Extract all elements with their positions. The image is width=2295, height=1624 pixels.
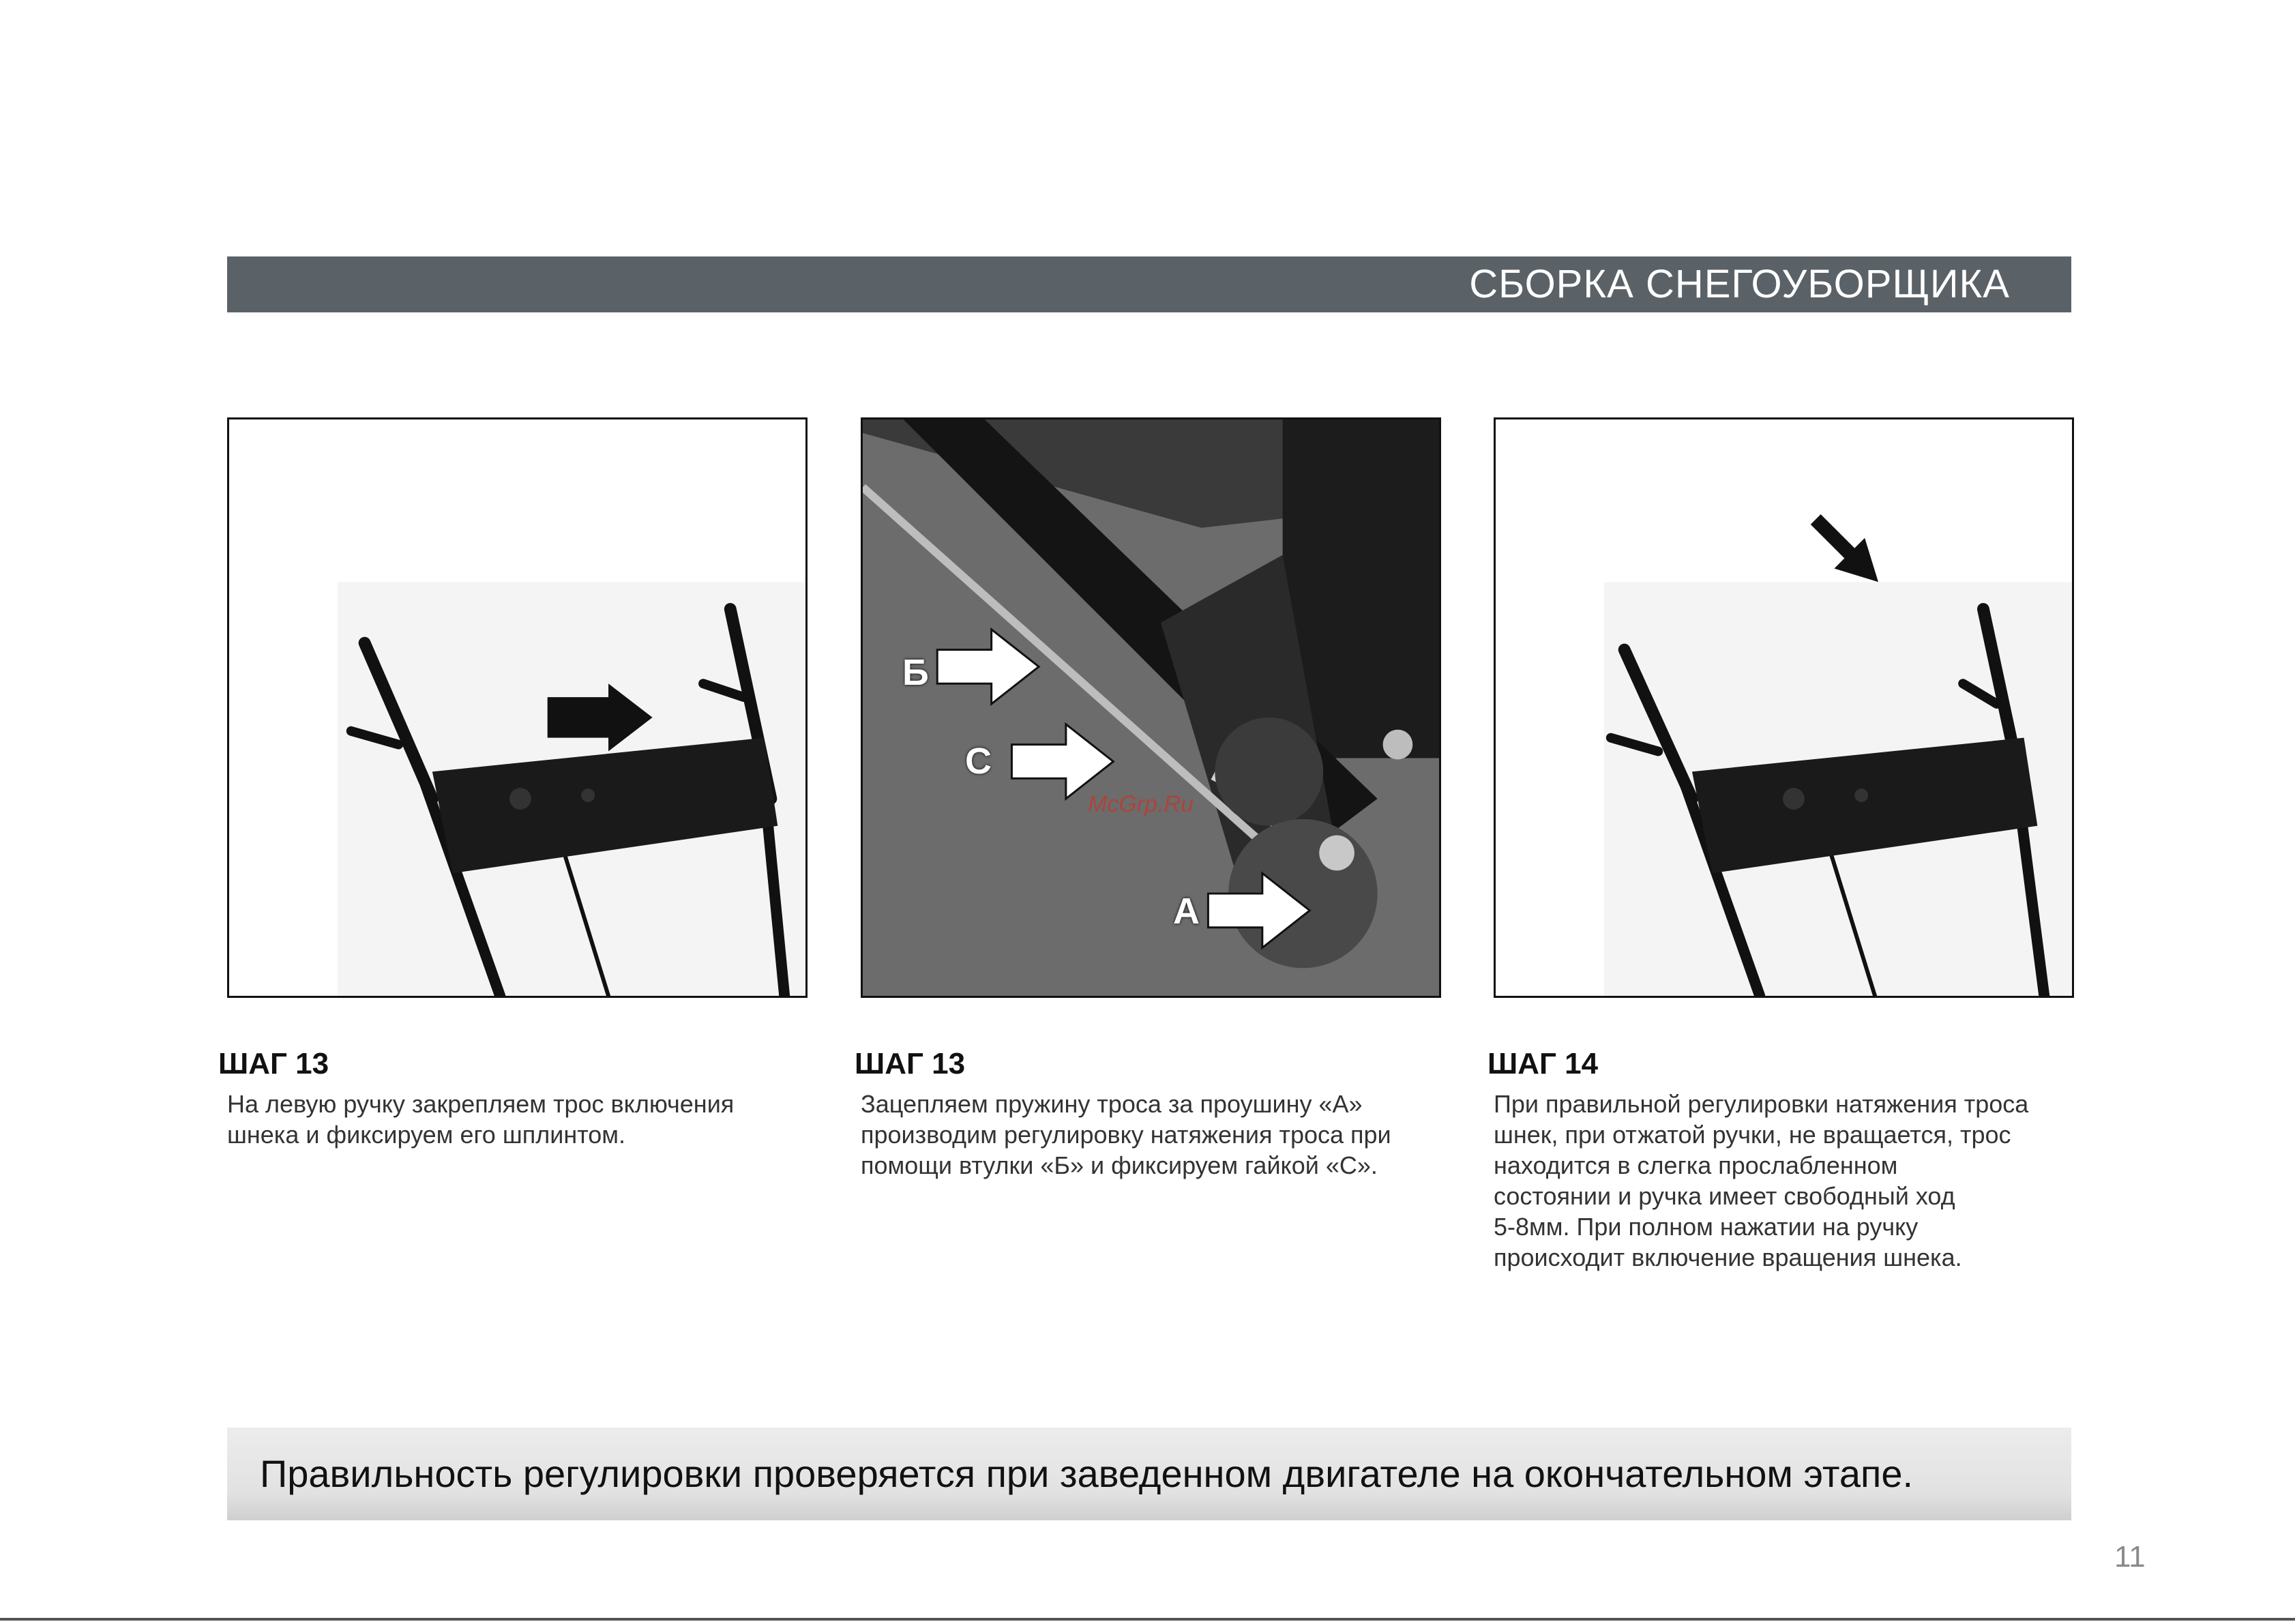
cable-spring-photo [863, 419, 1439, 996]
page-number: 11 [2114, 1540, 2146, 1574]
handle-pressed-diagram-image [1496, 419, 2072, 996]
step13-left-illustration [227, 417, 808, 998]
step-text-2: Зацепляем пружину троса за проушину «А» производим регулировку натяжения троса при помощи втулки «Б» и фиксируем гайкой «С». [861, 1090, 1391, 1179]
arrow-down-right-icon [1811, 514, 1878, 582]
label-b: Б [902, 652, 929, 693]
note-bar [227, 1428, 2071, 1520]
label-c: С [965, 741, 992, 782]
step-title-2: ШАГ 13 [855, 1047, 966, 1080]
step-text-1: На левую ручку закрепляем трос включения шнека и фиксируем его шплинтом. [227, 1090, 735, 1149]
note-text: Правильность регулировки проверяется при заведенном двигателе на окончательном этапе. [260, 1452, 1914, 1495]
handle-diagram-image [229, 419, 805, 996]
watermark: McGrp.Ru [1088, 791, 1194, 817]
step13-photo [861, 417, 1441, 998]
bottom-divider [0, 1618, 2295, 1621]
step14-illustration [1494, 417, 2074, 998]
step-text-3: При правильной регулировки натяжения троса шнек, при отжатой ручки, не вращается, трос находится в слегка прослабленном состоянии и ручка имеет свободный ход 5-8мм. При полном нажатии на ручку происходит включение вращения шнека. [1494, 1090, 2029, 1271]
section-header-bar [227, 256, 2071, 312]
step-title-3: ШАГ 14 [1487, 1047, 1599, 1080]
section-title: СБОРКА СНЕГОУБОРЩИКА [1469, 262, 2010, 306]
step-title-1: ШАГ 13 [218, 1047, 329, 1080]
label-a: А [1173, 891, 1200, 932]
